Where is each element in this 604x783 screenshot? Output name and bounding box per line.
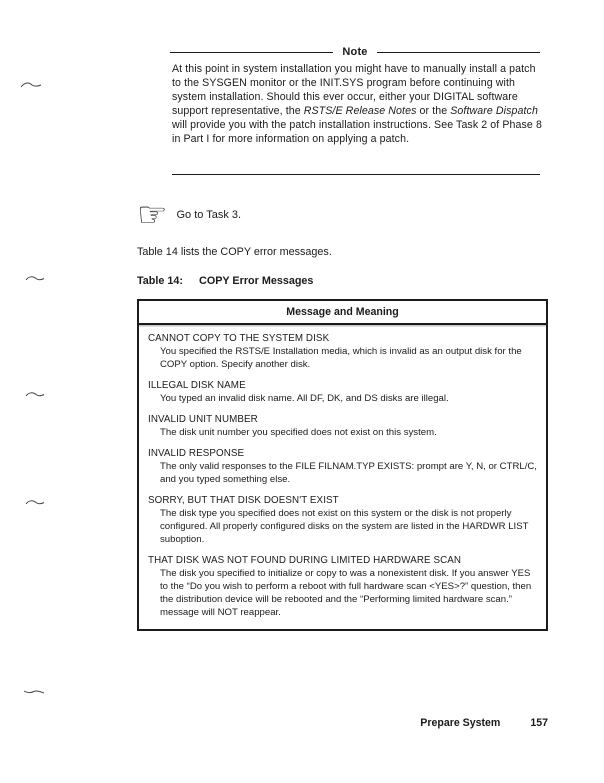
error-message: CANNOT COPY TO THE SYSTEM DISK [148,333,330,344]
error-meaning: The disk type you specified does not exist on this system or the disk is not properly configured. All properly configured disks on the system are listed in the HARDWR LIST suboption. [160,508,529,545]
note-header [170,46,540,58]
table-row [142,448,541,486]
note-text: At this point in system installation you might have to manually install a patch to the SYSGEN monitor or the INIT.SYS program before continuing with system installation. Should this ever occur, either your DIGITAL software support representative, the [172,63,536,118]
table-caption [137,275,313,287]
note-text: or the [416,105,451,118]
error-message: INVALID UNIT NUMBER [148,414,258,425]
table-body [139,325,546,629]
page-curl-mark [25,498,45,507]
table-caption-label: Table 14: [137,275,184,287]
note-rule-left [170,52,333,53]
error-message: INVALID RESPONSE [148,448,245,459]
copy-error-table [137,299,548,631]
table-caption-title: COPY Error Messages [199,275,314,287]
error-meaning: The only valid responses to the FILE FILNAM.TYP EXISTS: prompt are Y, N, or CTRL/C, and you typed something else. [160,461,537,485]
page-curl-mark [25,274,45,283]
page-footer [137,717,548,729]
error-message: THAT DISK WAS NOT FOUND DURING LIMITED HARDWARE SCAN [148,555,462,566]
note-paragraph [172,62,544,147]
error-meaning: The disk you specified to initialize or copy to was a nonexistent disk. If you answer YES to the “Do you wish to perform a reboot with full hardware scan <YES>?” question, then the distribution device will be rebooted and the “Performing limited hardware scan.” message will NOT reappear. [160,568,532,618]
table-header: Message and Meaning [139,301,546,325]
page-curl-mark [25,390,45,399]
table-intro-text: Table 14 lists the COPY error messages. [137,246,332,258]
table-row [142,380,541,405]
note-italic-release-notes: RSTS/E Release Notes [303,105,417,118]
error-meaning: The disk unit number you specified does not exist on this system. [160,427,437,438]
table-row [142,333,541,371]
task-pointer-label: Go to Task 3. [176,209,242,221]
page-curl-mark [23,686,45,696]
error-message: ILLEGAL DISK NAME [148,380,246,391]
note-bottom-rule [172,174,540,175]
table-row [142,495,541,546]
footer-page-number: 157 [530,717,548,729]
error-meaning: You typed an invalid disk name. All DF, DK, and DS disks are illegal. [160,393,449,404]
note-rule-right [377,52,540,53]
error-message: SORRY, BUT THAT DISK DOESN'T EXIST [148,495,339,506]
pointing-hand-icon: ☞ [137,196,168,234]
task-pointer [137,198,241,232]
note-label: Note [342,46,368,58]
table-row [142,414,541,439]
note-text: will provide you with the patch installation instructions. See Task 2 of Phase 8 in Part I for more information on applying a patch. [172,119,542,146]
error-meaning: You specified the RSTS/E Installation media, which is invalid as an output disk for the COPY option. Specify another disk. [160,346,522,370]
footer-section-title: Prepare System [420,717,501,729]
note-italic-software-dispatch: Software Dispatch [450,105,538,118]
table-row [142,555,541,619]
page-curl-mark [20,80,42,90]
